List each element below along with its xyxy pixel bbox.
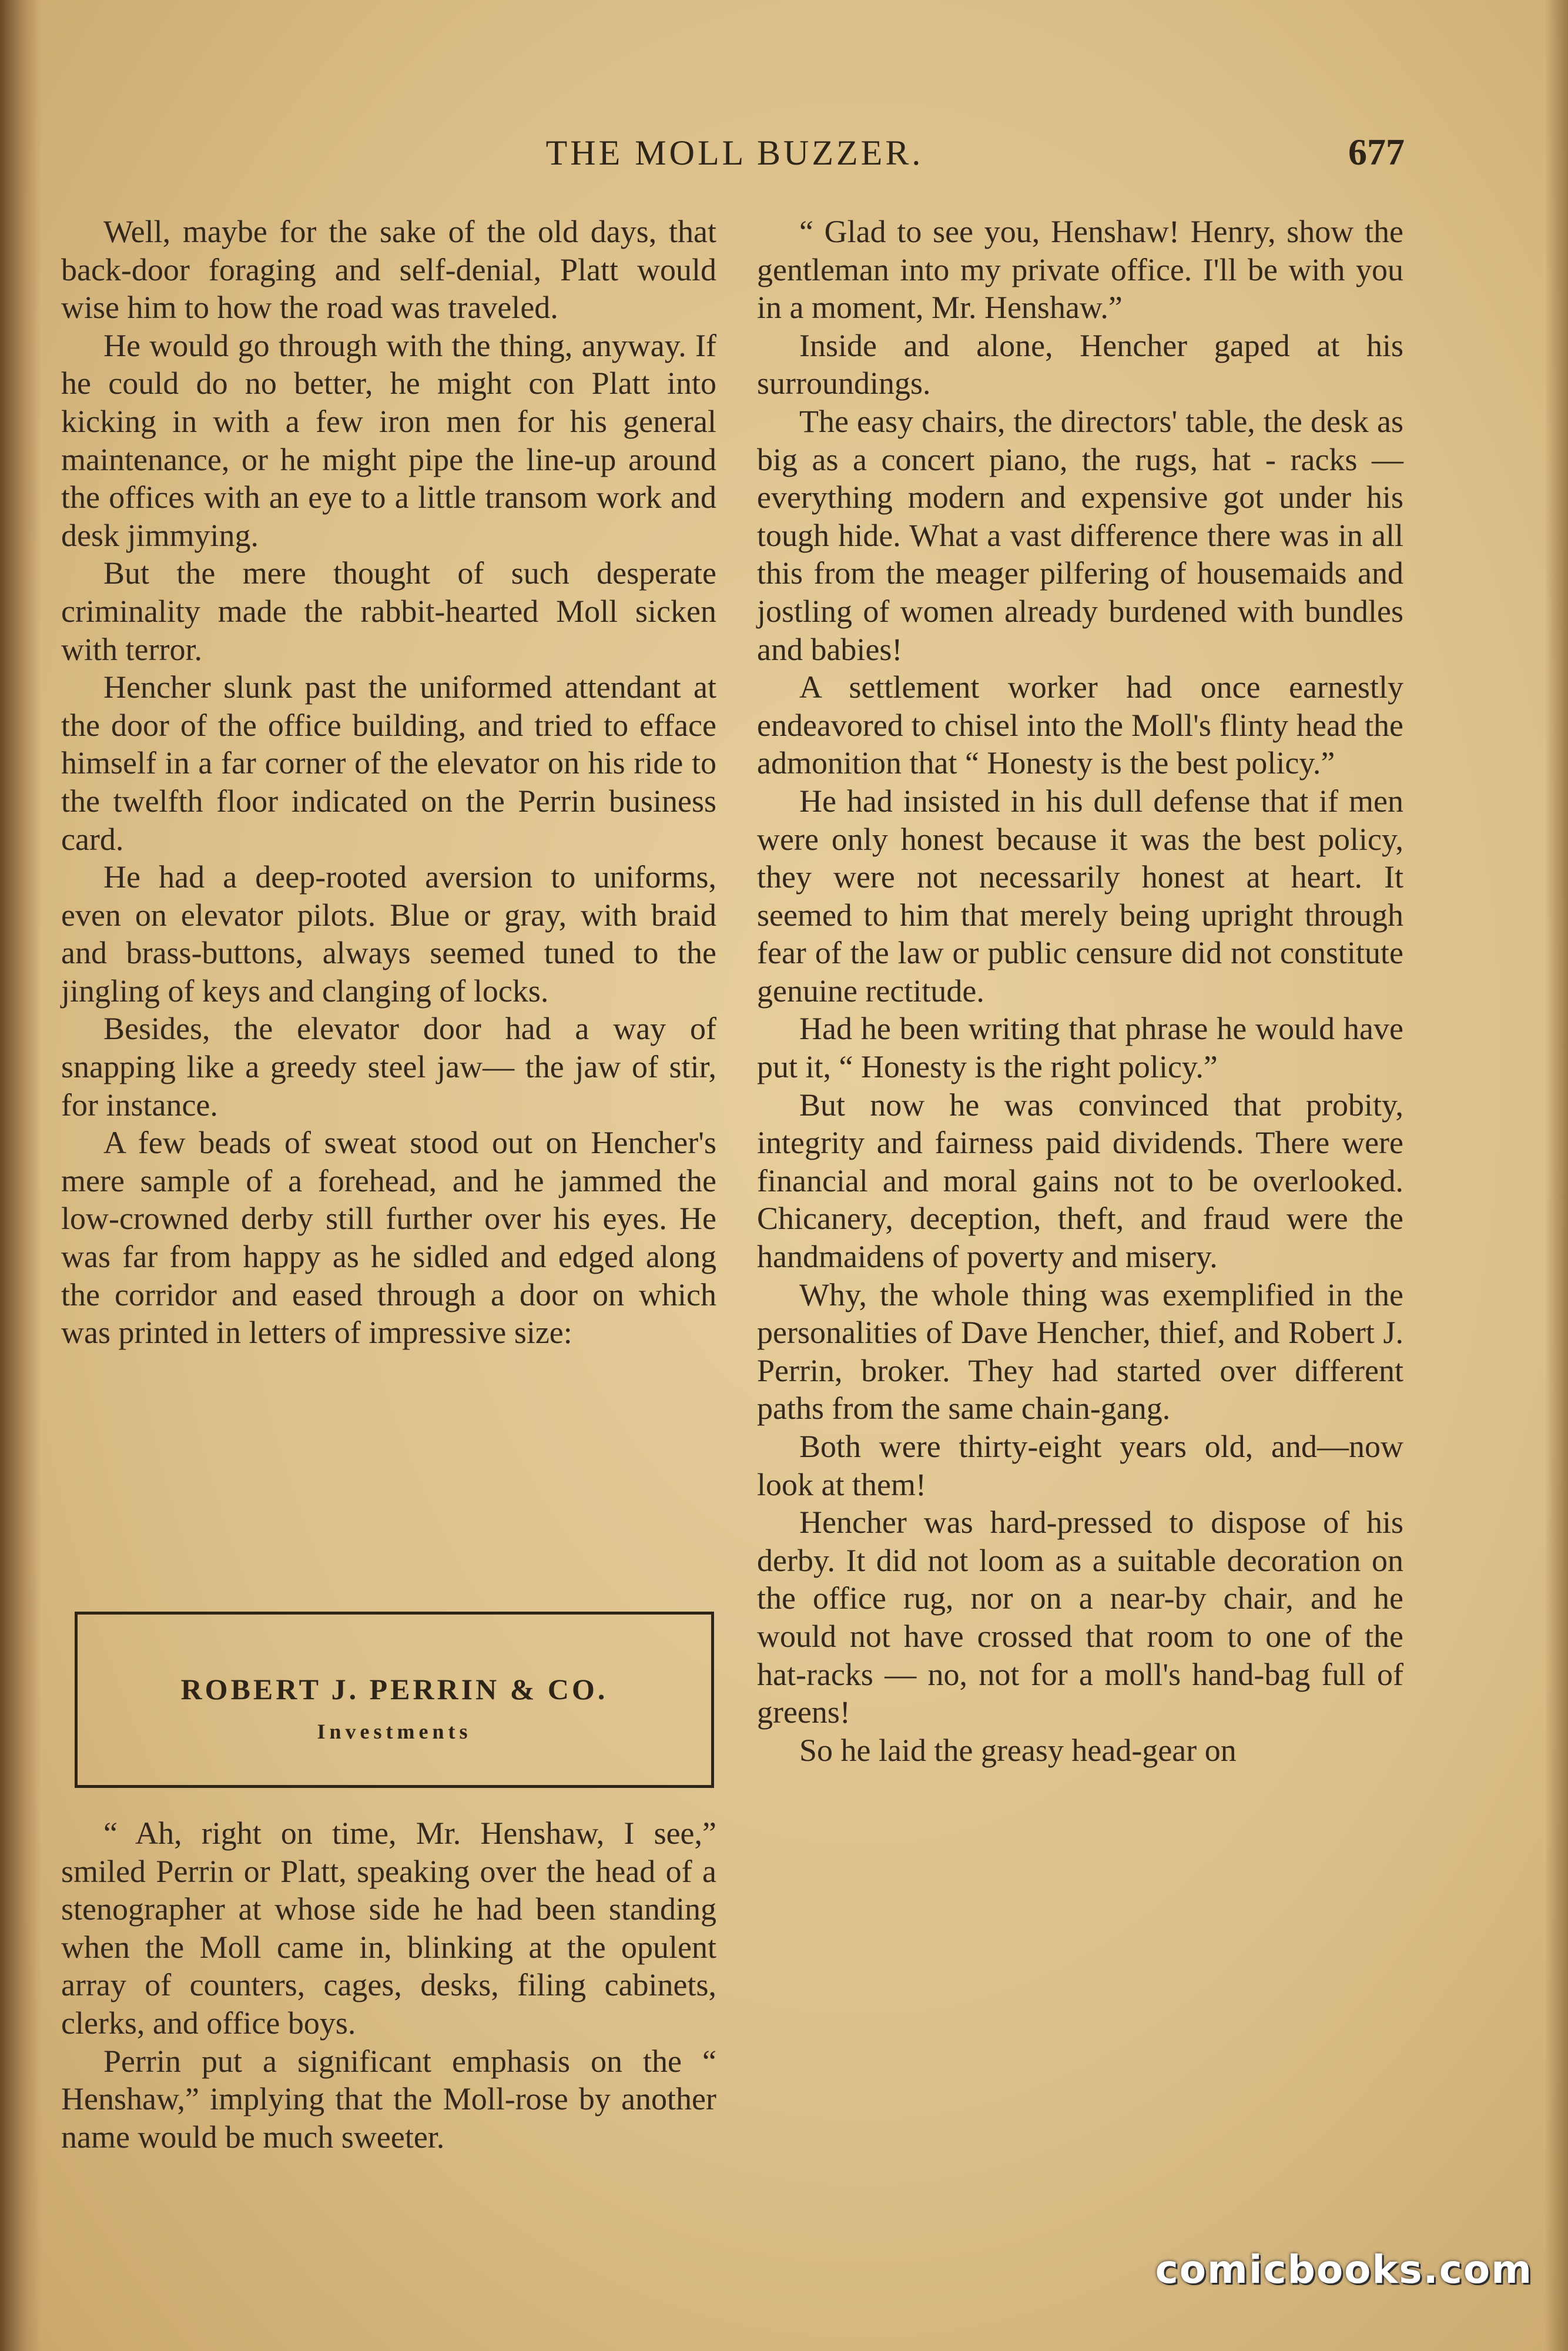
paragraph: He had insisted in his dull defense that if men were only honest because it was the best policy, they were not necessarily honest at heart. It seemed to him that merely being upright through fear of the law or public censure did not constitute genuine rectitude.: [757, 783, 1403, 1009]
paragraph: A few beads of sweat stood out on Hencher's mere sample of a forehead, and he jammed the low-crowned derby still further over his eyes. He was far from happy as he sidled and edged along the corridor and eased through a door on which was printed in letters of impressive size:: [61, 1125, 716, 1351]
company-name: ROBERT J. PERRIN & CO.: [180, 1673, 608, 1706]
left-column: [61, 213, 716, 1352]
company-sign-box: [75, 1612, 714, 1788]
paragraph: Inside and alone, Hencher gaped at his surroundings.: [757, 327, 1403, 401]
paragraph: Perrin put a significant emphasis on the “ Henshaw,” implying that the Moll-rose by another name would be much sweeter.: [61, 2043, 716, 2155]
paragraph: He had a deep-rooted aversion to uniforms, even on elevator pilots. Blue or gray, with braid and brass-buttons, always seemed tuned to the jingling of keys and clanging of locks.: [61, 859, 716, 1009]
paragraph: Both were thirty-eight years old, and—now look at them!: [757, 1429, 1403, 1502]
paragraph: “ Ah, right on time, Mr. Henshaw, I see,” smiled Perrin or Platt, speaking over the head of a stenographer at whose side he had been standing when the Moll came in, blinking at the opulent array of counters, cages, desks, filing cabinets, clerks, and office boys.: [61, 1816, 716, 2041]
right-column: [757, 213, 1403, 1769]
paragraph: He would go through with the thing, anyway. If he could do no better, he might con Platt into kicking in with a few iron men for his general maintenance, or he might pipe the line-up around the offices with an eye to a little transom work and desk jimmying.: [61, 327, 716, 553]
running-header: [65, 130, 1405, 178]
story-title: THE MOLL BUZZER.: [545, 133, 924, 172]
paragraph: Hencher was hard-pressed to dispose of his derby. It did not loom as a suitable decoration on the office rug, nor on a near-by chair, and he would not have crossed that room to one of the hat-racks — no, not for a moll's hand-bag full of greens!: [757, 1505, 1403, 1730]
paragraph: But the mere thought of such desperate criminality made the rabbit-hearted Moll sicken with terror.: [61, 555, 716, 667]
binding-shadow: [0, 0, 41, 2351]
paragraph: But now he was convinced that probity, integrity and fairness paid dividends. There were financial and moral gains not to be overlooked. Chicanery, deception, theft, and fraud were the handmaidens of poverty and misery.: [757, 1087, 1403, 1275]
page-number: 677: [1348, 131, 1405, 173]
paragraph: Had he been writing that phrase he would have put it, “ Honesty is the right policy.”: [757, 1011, 1403, 1085]
page-edge: [1544, 0, 1568, 2351]
paragraph: “ Glad to see you, Henshaw! Henry, show the gentleman into my private office. I'll be with you in a moment, Mr. Henshaw.”: [757, 214, 1403, 326]
paragraph: Why, the whole thing was exemplified in the personalities of Dave Hencher, thief, and Robert J. Perrin, broker. They had started over different paths from the same chain-gang.: [757, 1277, 1403, 1426]
site-watermark: comicbooks.com: [1155, 2247, 1533, 2292]
company-subtitle: Investments: [317, 1720, 472, 1743]
paragraph: So he laid the greasy head-gear on: [799, 1732, 1237, 1768]
left-column-continued: [61, 1814, 716, 2156]
paragraph: A settlement worker had once earnestly endeavored to chisel into the Moll's flinty head the admonition that “ Honesty is the best policy.”: [757, 669, 1403, 781]
paragraph: Well, maybe for the sake of the old days, that back-door foraging and self-denial, Platt would wise him to how the road was traveled.: [61, 214, 716, 326]
paragraph: The easy chairs, the directors' table, the desk as big as a concert piano, the rugs, hat - racks — everything modern and expensive got under his tough hide. What a vast difference there was in all this from the meager pilfering of housemaids and jostling of women already burdened with bundles and babies!: [757, 403, 1403, 667]
paragraph: Besides, the elevator door had a way of snapping like a greedy steel jaw— the jaw of stir, for instance.: [61, 1011, 716, 1123]
paragraph: Hencher slunk past the uniformed attendant at the door of the office building, and tried to efface himself in a far corner of the elevator on his ride to the twelfth floor indicated on the Perrin business card.: [61, 669, 716, 857]
